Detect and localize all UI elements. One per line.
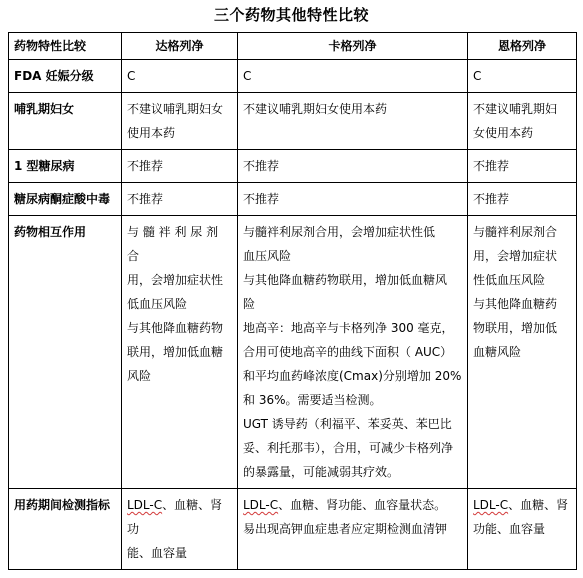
- cell-dapagliflozin: [122, 93, 238, 150]
- cell-text-line: 低血压风险: [127, 297, 188, 311]
- cell-text-line: 性低血压风险: [473, 273, 546, 287]
- cell-empagliflozin: [468, 216, 577, 489]
- drug-comparison-table: [8, 32, 577, 570]
- cell-text-line: 不推荐: [243, 159, 280, 173]
- cell-text-line: C: [127, 69, 136, 83]
- cell-text-line: 的暴露量，可能减弱其疗效。: [243, 465, 400, 479]
- cell-text-line: 用，会增加症状: [473, 249, 558, 263]
- cell-text-line: 与其他降血糖药物联用，增加低血糖风: [243, 273, 448, 287]
- cell-canagliflozin: [238, 60, 468, 93]
- row-label: 药物相互作用: [9, 216, 122, 489]
- cell-text-line: LDL-C、血糖、肾: [473, 498, 569, 512]
- cell-text-line: LDL-C、血糖、肾功能、血容量状态。: [243, 498, 447, 512]
- cell-text-line: 与其他降血糖药: [473, 297, 558, 311]
- cell-text-line: 妥、利托那韦），合用，可减少卡格列净: [243, 441, 454, 455]
- cell-text-line: 不推荐: [243, 192, 280, 206]
- cell-text-line: 功能、血容量: [473, 522, 546, 536]
- cell-text-line: 与 髓 袢 利 尿 剂 合: [127, 225, 219, 263]
- cell-text-line: LDL-C、血糖、肾功: [127, 498, 223, 536]
- cell-text-line: 不推荐: [473, 159, 510, 173]
- cell-text-line: 用，会增加症状性: [127, 273, 224, 287]
- cell-text-line: 与其他降血糖药物: [127, 321, 224, 335]
- cell-empagliflozin: [468, 489, 577, 570]
- cell-text-line: 不建议哺乳期妇女使用本药: [243, 102, 388, 116]
- row-label: FDA 妊娠分级: [9, 60, 122, 93]
- cell-text-line: 血糖风险: [473, 345, 522, 359]
- cell-text-line: 物联用，增加低: [473, 321, 558, 335]
- cell-text-line: 血压风险: [243, 249, 292, 263]
- header-property: 药物特性比较: [9, 33, 122, 60]
- cell-text-line: 险: [243, 297, 256, 311]
- cell-text-line: C: [473, 69, 482, 83]
- row-label: 1 型糖尿病: [9, 150, 122, 183]
- table-body: [9, 60, 577, 570]
- cell-text-line: 使用本药: [127, 126, 176, 140]
- cell-empagliflozin: [468, 183, 577, 216]
- cell-empagliflozin: [468, 93, 577, 150]
- table-header-row: [9, 33, 577, 60]
- cell-dapagliflozin: [122, 150, 238, 183]
- cell-text-line: 不推荐: [473, 192, 510, 206]
- cell-text-line: 与髓袢利尿剂合用，会增加症状性低: [243, 225, 436, 239]
- cell-text-line: 和平均血药峰浓度(Cmax)分别增加 20%: [243, 369, 462, 383]
- header-dapagliflozin: 达格列净: [122, 33, 238, 60]
- cell-dapagliflozin: [122, 183, 238, 216]
- cell-text-line: 易出现高钾血症患者应定期检测血清钾: [243, 522, 448, 536]
- row-label: 糖尿病酮症酸中毒: [9, 183, 122, 216]
- document-title: 三个药物其他特性比较: [213, 6, 369, 24]
- cell-text-line: 不建议哺乳期妇女: [127, 102, 224, 116]
- cell-text-line: C: [243, 69, 252, 83]
- cell-canagliflozin: [238, 216, 468, 489]
- cell-text-line: 地高辛：地高辛与卡格列净 300 毫克，: [243, 321, 454, 335]
- cell-text-line: 不推荐: [127, 192, 164, 206]
- cell-text-line: 和 36%。需要适当检测。: [243, 393, 382, 407]
- cell-text-line: 联用，增加低血糖: [127, 345, 224, 359]
- table-row: [9, 93, 577, 150]
- table-row: [9, 60, 577, 93]
- table-row: [9, 216, 577, 489]
- table-row: [9, 489, 577, 570]
- cell-text-line: 能、血容量: [127, 546, 188, 560]
- cell-dapagliflozin: [122, 60, 238, 93]
- cell-text-line: 不推荐: [127, 159, 164, 173]
- cell-text-line: 合用可使地高辛的曲线下面积（ AUC）: [243, 345, 453, 359]
- table-row: [9, 183, 577, 216]
- cell-text-line: 与髓袢利尿剂合: [473, 225, 558, 239]
- header-empagliflozin: 恩格列净: [468, 33, 577, 60]
- cell-empagliflozin: [468, 150, 577, 183]
- cell-text-line: UGT 诱导药（利福平、苯妥英、苯巴比: [243, 417, 452, 431]
- table-row: [9, 150, 577, 183]
- header-canagliflozin: 卡格列净: [238, 33, 468, 60]
- cell-text-line: 不建议哺乳期妇: [473, 102, 558, 116]
- cell-text-line: 女使用本药: [473, 126, 534, 140]
- cell-canagliflozin: [238, 93, 468, 150]
- cell-canagliflozin: [238, 150, 468, 183]
- cell-canagliflozin: [238, 183, 468, 216]
- cell-canagliflozin: [238, 489, 468, 570]
- cell-empagliflozin: [468, 60, 577, 93]
- row-label: 哺乳期妇女: [9, 93, 122, 150]
- cell-dapagliflozin: [122, 216, 238, 489]
- row-label: 用药期间检测指标: [9, 489, 122, 570]
- cell-dapagliflozin: [122, 489, 238, 570]
- cell-text-line: 风险: [127, 369, 152, 383]
